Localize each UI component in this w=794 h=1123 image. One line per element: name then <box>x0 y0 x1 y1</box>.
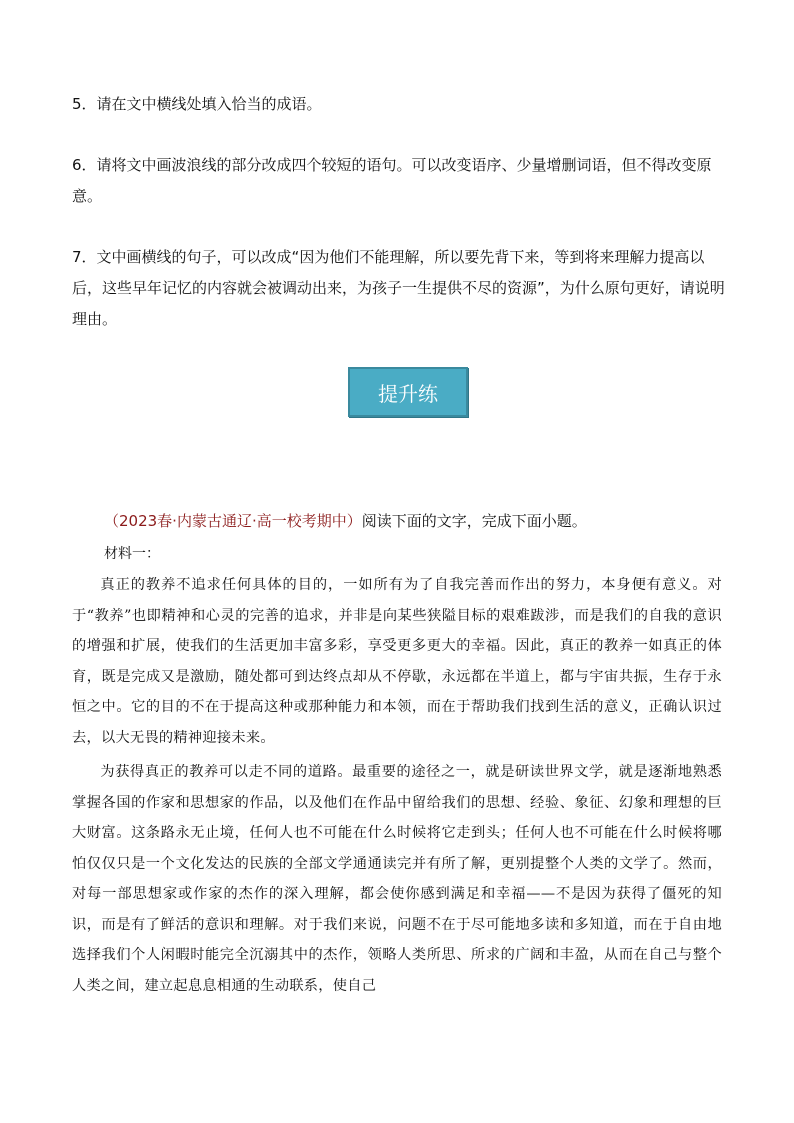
passage-header <box>104 508 744 534</box>
material-label: 材料一： <box>104 546 160 562</box>
section-title-button: 提升练 <box>348 367 468 417</box>
question-5: 5．请在文中横线处填入恰当的成语。 <box>72 95 322 113</box>
instruction-text: 阅读下面的文字，完成下面小题。 <box>361 512 587 530</box>
source-label: （2023春·内蒙古通辽·高一校考期中） <box>104 512 362 530</box>
question-7: 7．文中画横线的句子，可以改成“因为他们不能理解，所以要先背下来，等到将来理解力提高以后，这些早年记忆的内容就会被调动出来，为孩子一生提供不尽的资源”，为什么原句更好，请说明理由。 <box>72 248 725 328</box>
paragraph-2: 为获得真正的教养可以走不同的道路。最重要的途径之一，就是研读世界文学，就是逐渐地熟悉掌握各国的作家和思想家的作品，以及他们在作品中留给我们的思想、经验、象征、幻象和理想的巨大财富。这条路永无止境，任何人也不可能在什么时候将它走到头；任何人也不可能在什么时候将哪怕仅仅只是一个文化发达的民族的全部文学通通读完并有所了解，更别提整个人类的文学了。然而，对每一部思想家或作家的杰作的深入理解，都会使你感到满足和幸福——不是因为获得了僵死的知识，而是有了鲜活的意识和理解。对于我们来说，问题不在于尽可能地多读和多知道，而在于自由地选择我们个人闲暇时能完全沉溺其中的杰作，领略人类所思、所求的广阔和丰盈，从而在自己与整个人类之间，建立起息息相通的生动联系，使自己 <box>72 764 722 994</box>
question-6: 6．请将文中画波浪线的部分改成四个较短的语句。可以改变语序、少量增删词语，但不得改变原意。 <box>72 156 712 205</box>
paragraph-1: 真正的教养不追求任何具体的目的，一如所有为了自我完善而作出的努力，本身便有意义。对于“教养”也即精神和心灵的完善的追求，并非是向某些狭隘目标的艰难跋涉，而是我们的自我的意识的增强和扩展，使我们的生活更加丰富多彩，享受更多更大的幸福。因此，真正的教养一如真正的体育，既是完成又是激励，随处都可到达终点却从不停歇，永远都在半道上，都与宇宙共振，生存于永恒之中。它的目的不在于提高这种或那种能力和本领，而在于帮助我们找到生活的意义，正确认识过去，以大无畏的精神迎接未来。 <box>72 577 722 746</box>
